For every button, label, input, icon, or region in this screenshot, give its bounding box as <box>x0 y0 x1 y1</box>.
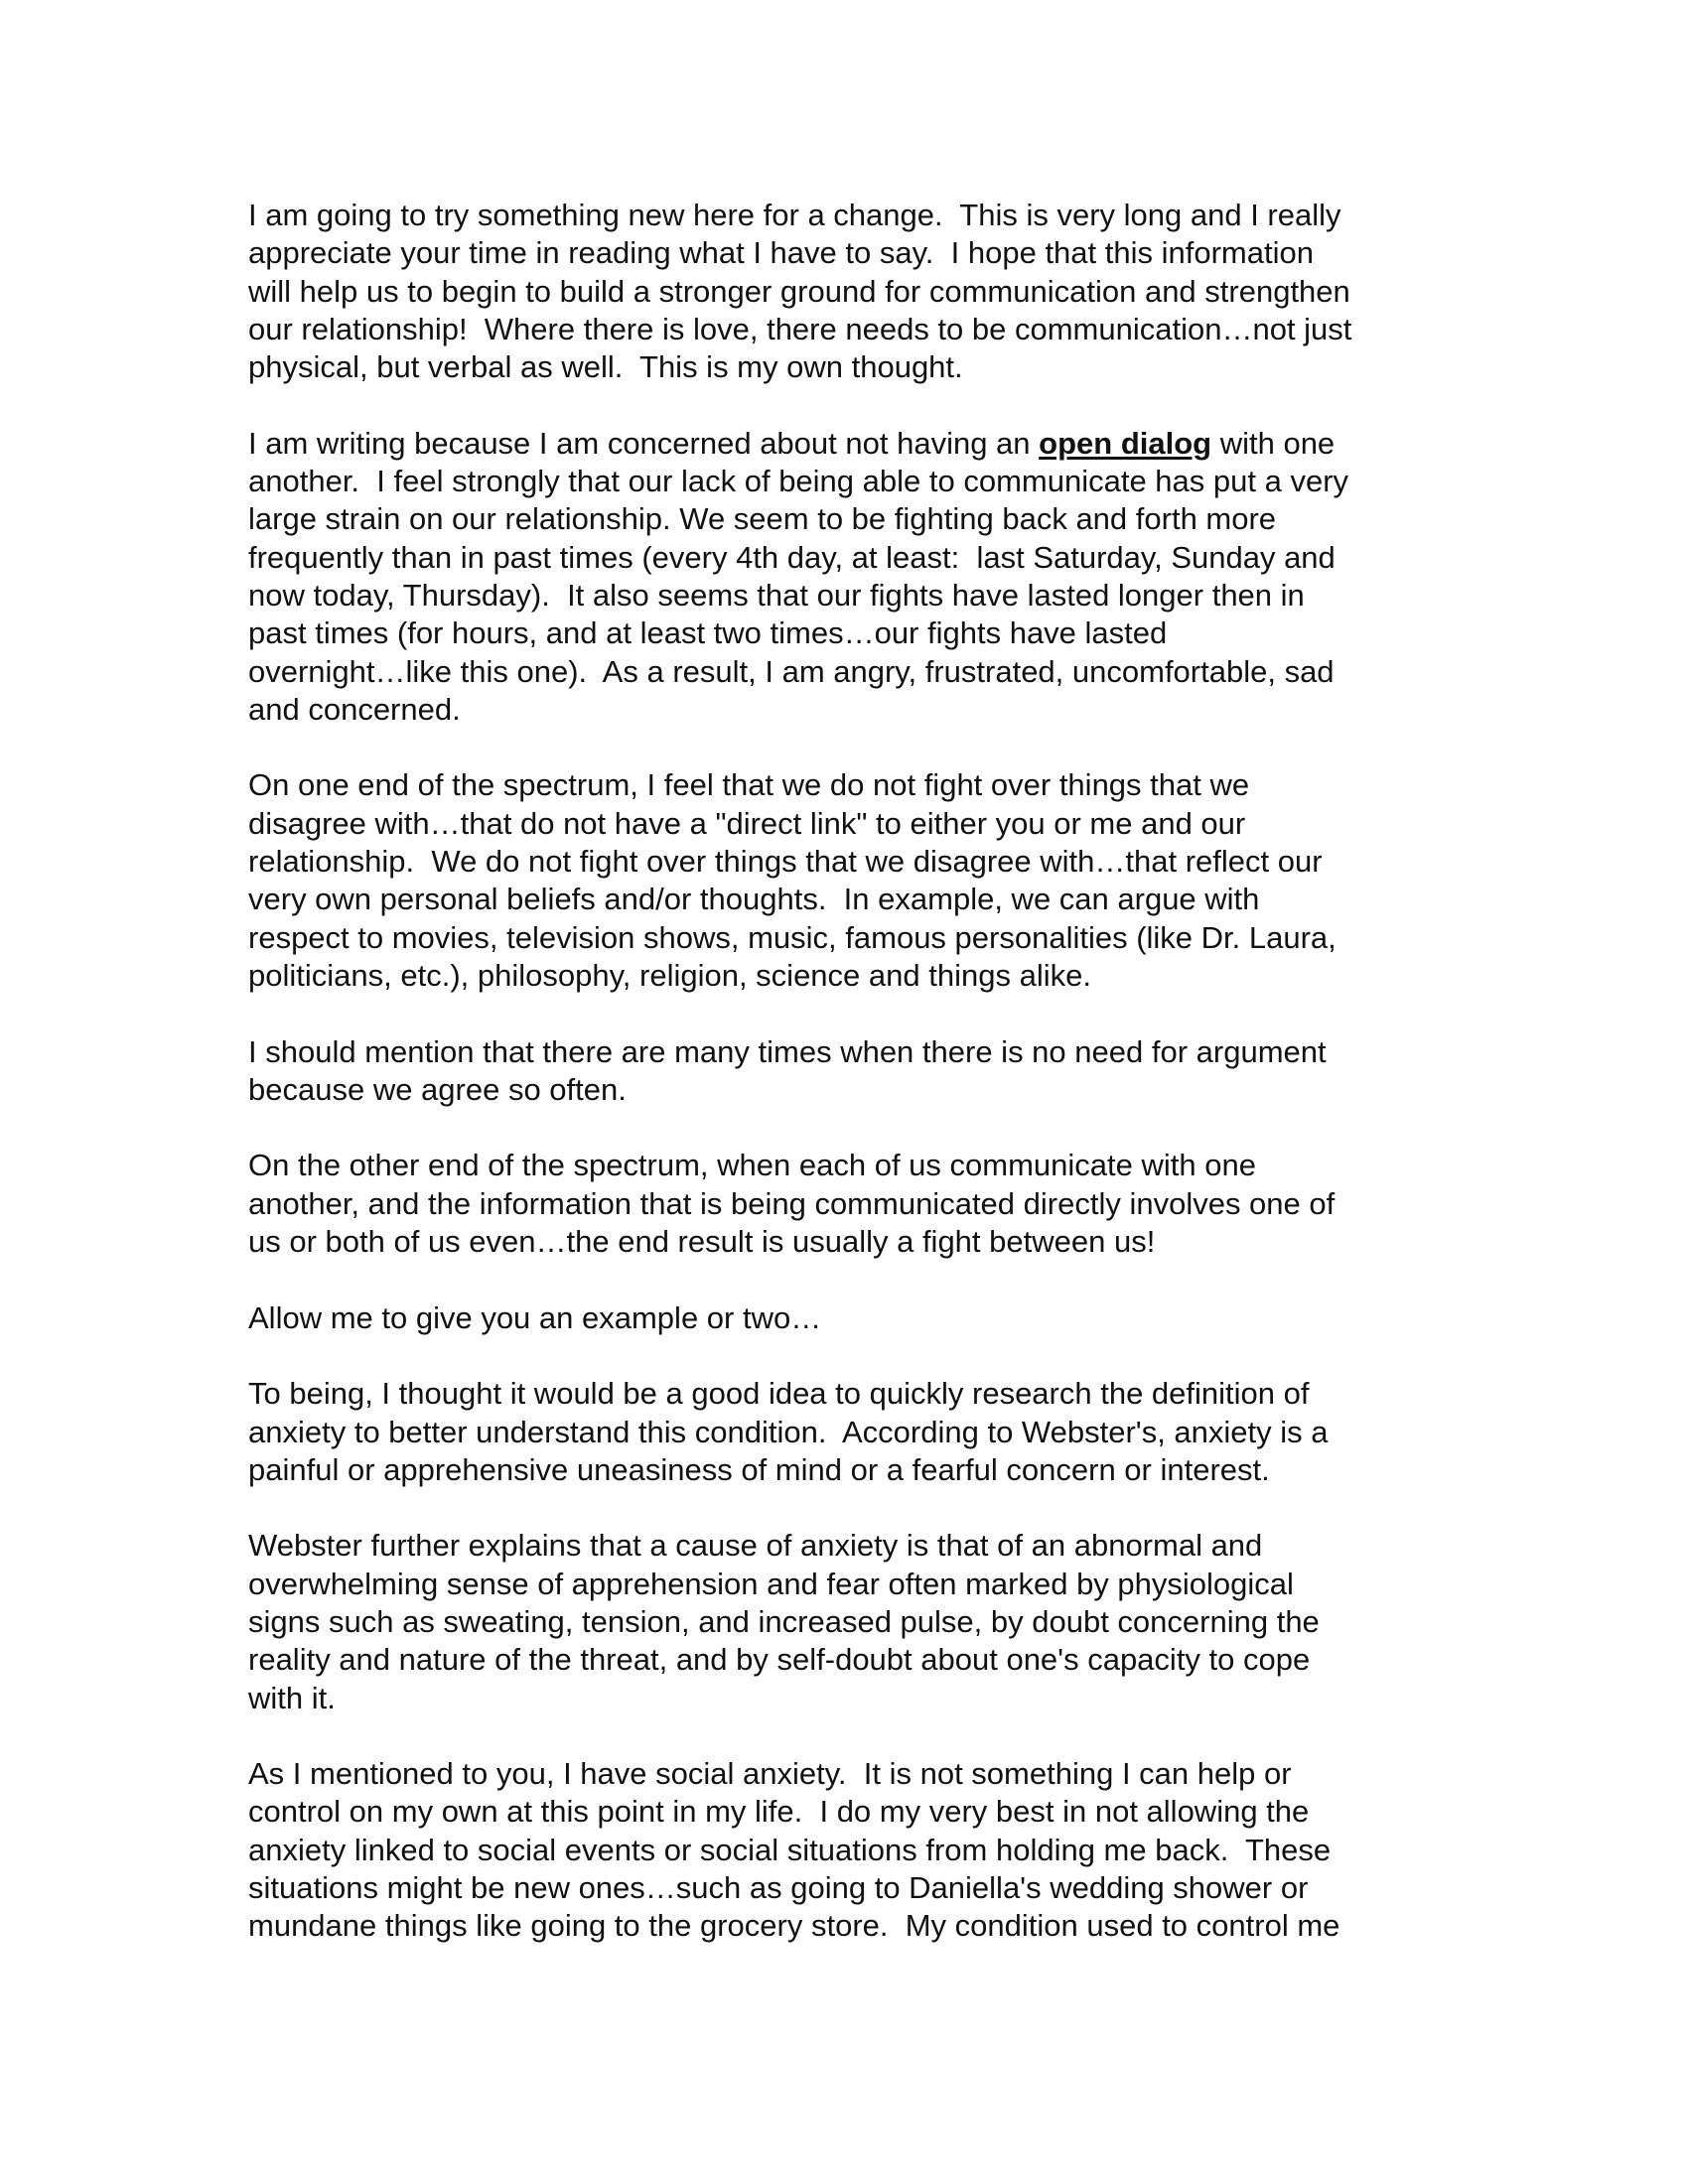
paragraph-3 <box>248 766 1489 995</box>
document-body <box>248 197 1489 1946</box>
text-line: situations might be new ones…such as going to Daniella's wedding shower or <box>248 1870 1309 1906</box>
text-line: with it. <box>248 1680 336 1715</box>
paragraph-7 <box>248 1375 1489 1489</box>
text-line: politicians, etc.), philosophy, religion, science and things alike. <box>248 957 1091 993</box>
text-line: Allow me to give you an example or two… <box>248 1299 822 1335</box>
paragraph-2 <box>248 425 1489 729</box>
text-line: overwhelming sense of apprehension and fear often marked by physiological <box>248 1566 1294 1601</box>
text-line: anxiety linked to social events or social situations from holding me back. These <box>248 1832 1332 1867</box>
text-line-with-emphasis <box>248 425 1489 463</box>
text-line: overnight…like this one). As a result, I am angry, frustrated, uncomfortable, sad <box>248 653 1335 689</box>
text-line: signs such as sweating, tension, and increased pulse, by doubt concerning the <box>248 1603 1320 1639</box>
text-line: another. I feel strongly that our lack of being able to communicate has put a very <box>248 464 1349 499</box>
text-line: physical, but verbal as well. This is my own thought. <box>248 349 963 385</box>
text-line: large strain on our relationship. We seem to be fighting back and forth more <box>248 501 1277 537</box>
text-line: very own personal beliefs and/or thoughts. In example, we can argue with <box>248 882 1260 917</box>
emphasized-phrase: open dialog <box>1039 425 1212 461</box>
text-line: disagree with…that do not have a "direct link" to either you or me and our <box>248 805 1246 841</box>
text-line: now today, Thursday). It also seems that our fights have lasted longer then in <box>248 577 1305 613</box>
paragraph-4 <box>248 1033 1489 1110</box>
text-line: painful or apprehensive uneasiness of mind or a fearful concern or interest. <box>248 1451 1270 1487</box>
text-line: As I mentioned to you, I have social anxiety. It is not something I can help or <box>248 1756 1292 1792</box>
text-line: respect to movies, television shows, music, famous personalities (like Dr. Laura, <box>248 919 1336 955</box>
text-line: control on my own at this point in my life. I do my very best in not allowing the <box>248 1794 1310 1830</box>
paragraph-8 <box>248 1527 1489 1716</box>
text-line: I should mention that there are many times when there is no need for argument <box>248 1033 1327 1069</box>
text-line: Webster further explains that a cause of anxiety is that of an abnormal and <box>248 1528 1263 1564</box>
paragraph-9 <box>248 1755 1489 1945</box>
text-line: will help us to begin to build a stronger ground for communication and strengthen <box>248 273 1350 309</box>
text-line: and concerned. <box>248 691 461 727</box>
text-line: On one end of the spectrum, I feel that we do not fight over things that we <box>248 767 1250 803</box>
text-line: anxiety to better understand this condition. According to Webster's, anxiety is a <box>248 1414 1329 1449</box>
text-line: On the other end of the spectrum, when each of us communicate with one <box>248 1148 1256 1183</box>
text-line: appreciate your time in reading what I have to say. I hope that this information <box>248 235 1314 271</box>
paragraph-5 <box>248 1147 1489 1261</box>
text-line: frequently than in past times (every 4th day, at least: last Saturday, Sunday and <box>248 539 1336 575</box>
text-line: because we agree so often. <box>248 1071 627 1107</box>
paragraph-1 <box>248 197 1489 386</box>
text-line: mundane things like going to the grocery store. My condition used to control me <box>248 1908 1340 1944</box>
text-line: I am going to try something new here for a change. This is very long and I really <box>248 198 1341 232</box>
text-line: our relationship! Where there is love, there needs to be communication…not just <box>248 311 1352 346</box>
text-line: us or both of us even…the end result is usually a fight between us! <box>248 1224 1156 1260</box>
text-line: relationship. We do not fight over things that we disagree with…that reflect our <box>248 844 1323 880</box>
text-run: with one <box>1211 425 1336 461</box>
text-line: reality and nature of the threat, and by self-doubt about one's capacity to cope <box>248 1642 1311 1678</box>
text-line: another, and the information that is being communicated directly involves one of <box>248 1185 1336 1221</box>
text-line: past times (for hours, and at least two times…our fights have lasted <box>248 615 1168 651</box>
text-line: To being, I thought it would be a good idea to quickly research the definition of <box>248 1376 1310 1412</box>
paragraph-6 <box>248 1299 1489 1337</box>
text-run: I am writing because I am concerned about not having an <box>248 425 1040 461</box>
